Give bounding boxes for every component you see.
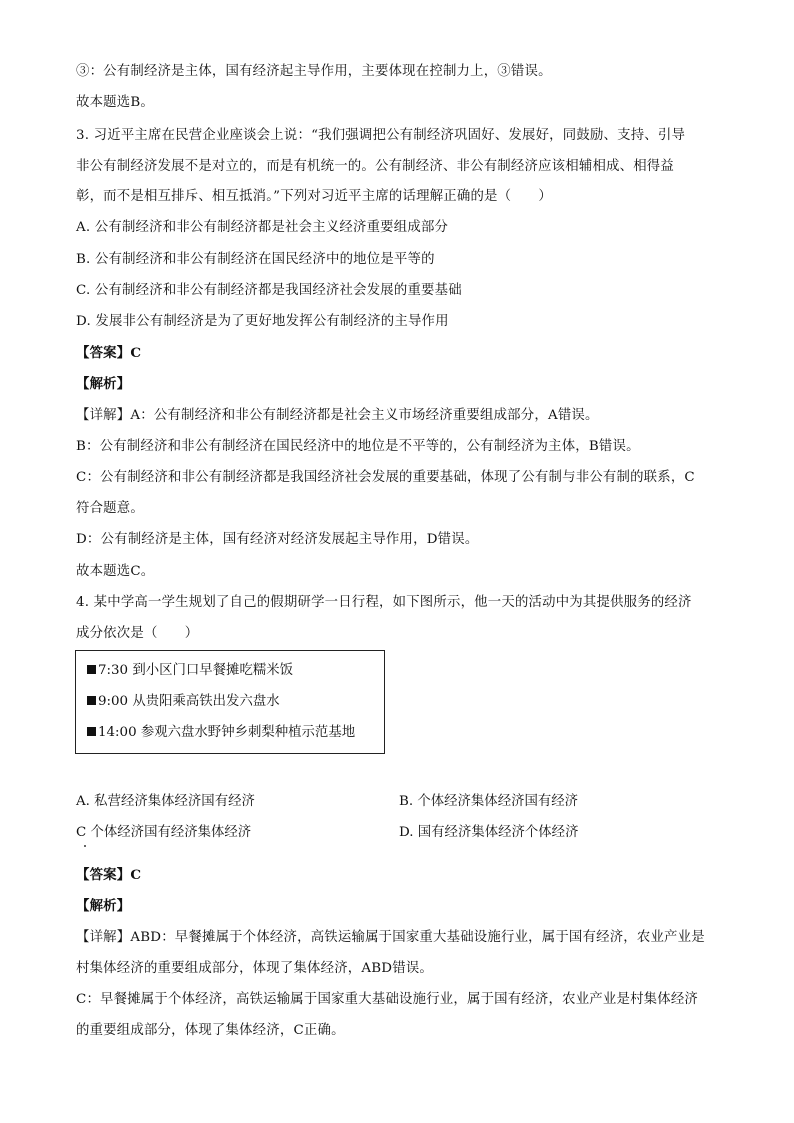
q4-detail-c-line1: C：早餐摊属于个体经济，高铁运输属于国家重大基础设施行业，属于国有经济，农业产业是村集体经济 <box>76 992 699 1007</box>
q4-analysis-heading: 【解析】 <box>76 898 131 914</box>
q4-answer: 【答案】C <box>76 867 142 883</box>
q3-detail-a: 【详解】A：公有制经济和非公有制经济都是社会主义市场经济重要组成部分，A错误。 <box>76 408 599 423</box>
q3-option-c: C. 公有制经济和非公有制经济都是我国经济社会发展的重要基础 <box>76 283 462 298</box>
q3-detail-c-line1: C：公有制经济和非公有制经济都是我国经济社会发展的重要基础，体现了公有制与非公有制的联系，C <box>76 470 695 485</box>
q4-option-d: D. 国有经济集体经济个体经济 <box>399 825 579 840</box>
q3-option-b: B. 公有制经济和非公有制经济在国民经济中的地位是平等的 <box>76 252 435 267</box>
q4-option-a: A. 私营经济集体经济国有经济 <box>76 794 255 809</box>
q3-conclusion: 故本题选C。 <box>76 564 155 579</box>
q3-answer: 【答案】C <box>76 345 142 361</box>
q4-stem-line1: 4. 某中学高一学生规划了自己的假期研学一日行程，如下图所示，他一天的活动中为其提供服务的经济 <box>76 595 692 610</box>
q3-analysis-heading: 【解析】 <box>76 376 131 392</box>
q4-detail-abd-line2: 村集体经济的重要组成部分，体现了集体经济，ABD错误。 <box>76 961 434 976</box>
prev-analysis-item-3: ③：公有制经济是主体，国有经济起主导作用，主要体现在控制力上，③错误。 <box>76 64 552 79</box>
schedule-item-text: 7:30 到小区门口早餐摊吃糯米饭 <box>98 663 294 678</box>
schedule-item-text: 9:00 从贵阳乘高铁出发六盘水 <box>98 694 280 709</box>
square-bullet-icon <box>87 665 96 674</box>
schedule-item <box>87 692 280 712</box>
q3-option-a: A. 公有制经济和非公有制经济都是社会主义经济重要组成部分 <box>76 220 449 235</box>
q4-detail-abd-line1: 【详解】ABD：早餐摊属于个体经济，高铁运输属于国家重大基础设施行业，属于国有经济，农业产业是 <box>76 930 705 945</box>
q3-stem-line1: 3. 习近平主席在民营企业座谈会上说：“我们强调把公有制经济巩固好、发展好，同鼓励、支持、引导 <box>76 128 686 143</box>
schedule-item <box>87 661 293 681</box>
q4-option-b: B. 个体经济集体经济国有经济 <box>399 794 579 809</box>
q3-detail-c-line2: 符合题意。 <box>76 501 144 516</box>
square-bullet-icon <box>87 696 96 705</box>
q3-stem-line3: 彰，而不是相互排斥、相互抵消。”下列对习近平主席的话理解正确的是（ ） <box>76 189 553 204</box>
square-bullet-icon <box>87 727 96 736</box>
q3-stem-line2: 非公有制经济发展不是对立的，而是有机统一的。公有制经济、非公有制经济应该相辅相成、相得益 <box>76 159 674 174</box>
q3-detail-d: D：公有制经济是主体，国有经济对经济发展起主导作用，D错误。 <box>76 532 479 547</box>
schedule-item-text: 14:00 参观六盘水野钟乡刺梨种植示范基地 <box>98 725 356 740</box>
schedule-box <box>75 650 385 754</box>
prev-conclusion: 故本题选B。 <box>76 95 154 110</box>
schedule-item <box>87 723 355 743</box>
q4-detail-c-line2: 的重要组成部分，体现了集体经济，C正确。 <box>76 1023 345 1038</box>
q4-stem-line2: 成分依次是（ ） <box>76 626 199 641</box>
q3-option-d: D. 发展非公有制经济是为了更好地发挥公有制经济的主导作用 <box>76 314 449 329</box>
stray-dot <box>84 845 86 847</box>
q3-detail-b: B：公有制经济和非公有制经济在国民经济中的地位是不平等的，公有制经济为主体，B错误。 <box>76 439 640 454</box>
q4-option-c: C 个体经济国有经济集体经济 <box>76 825 252 840</box>
